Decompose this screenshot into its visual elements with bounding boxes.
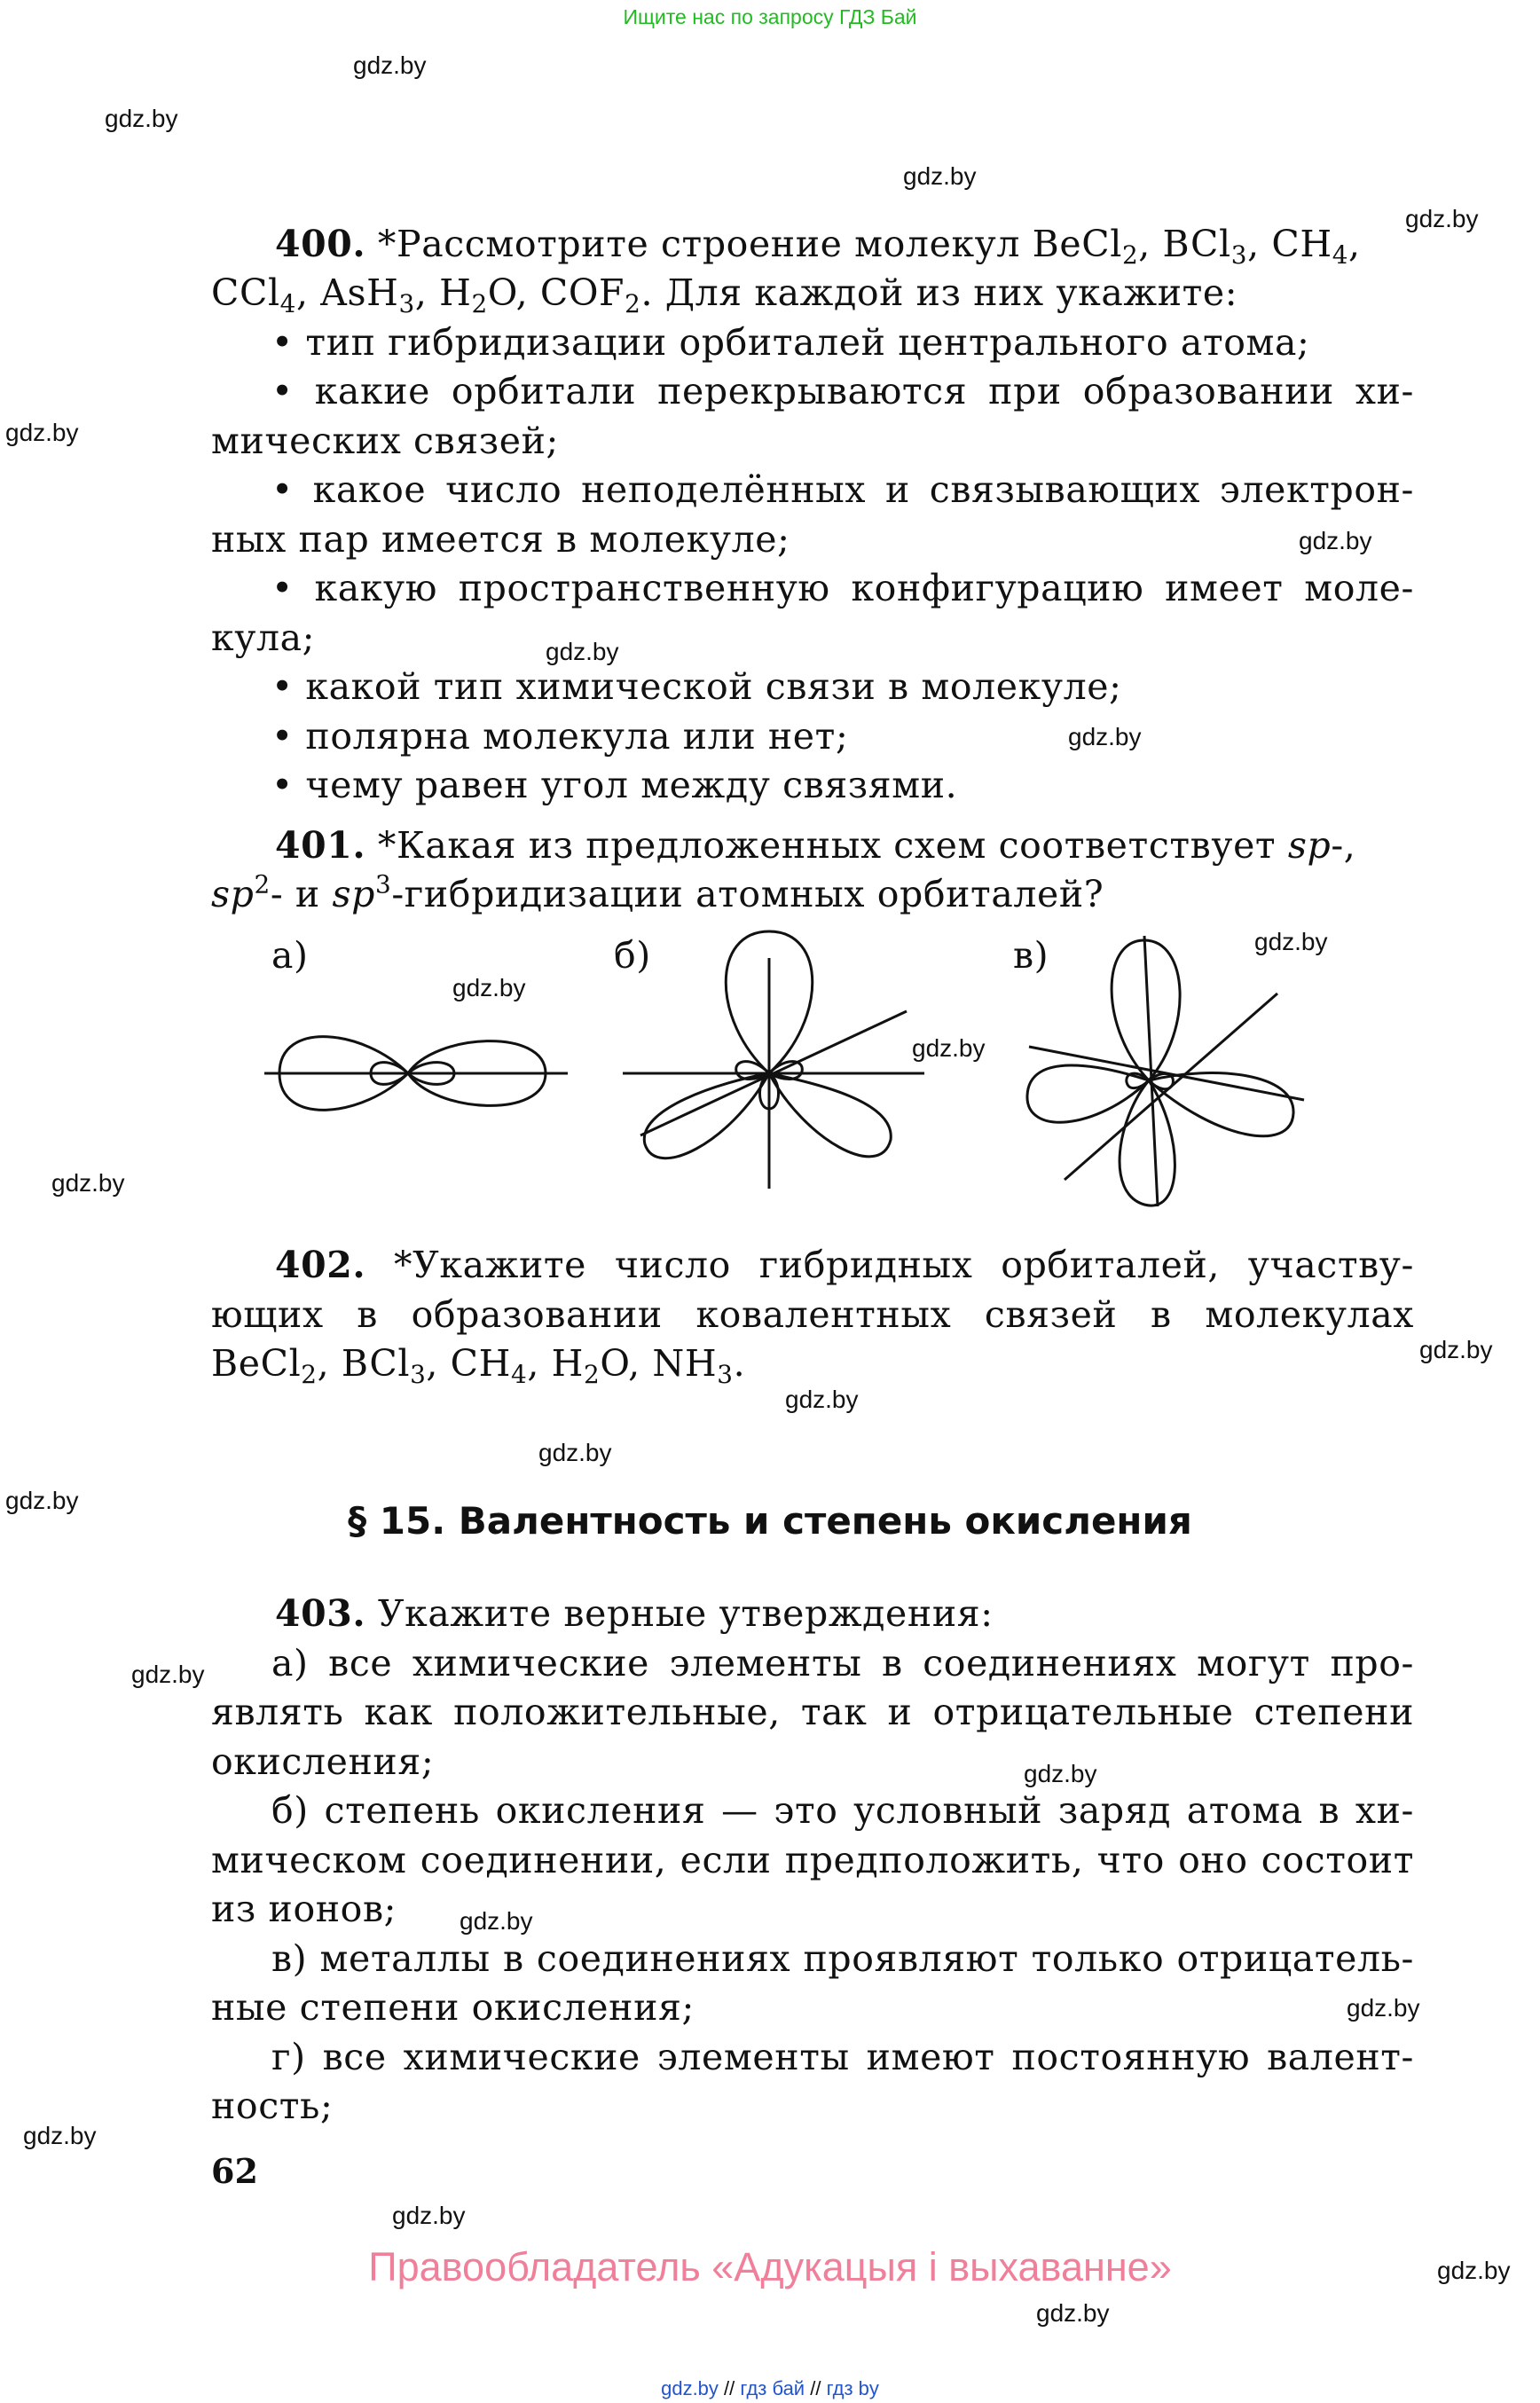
copyright-notice: Правообладатель «Адукацыя і выхаванне» [368, 2244, 1172, 2289]
watermark: gdz.by [912, 1034, 986, 1062]
exercise-400-line-2: CCl$_4$, AsH$_3$, $H_2O$, $COF_2$. Для каждой из них укажите: [211, 271, 1238, 318]
watermark: gdz.by [538, 1439, 612, 1466]
watermark: gdz.by [903, 162, 977, 190]
option-b: б) степень окисления — это условный заряд атома в хи- [271, 1789, 1414, 1832]
exercise-403-line-1: 403. Укажите верные утверждения: [275, 1592, 994, 1635]
bullet-item: • какие орбитали перекрываются при образовании хи- [271, 370, 1414, 412]
watermark: gdz.by [5, 1487, 79, 1514]
option-a-continued: окисления; [211, 1740, 435, 1783]
watermark: gdz.by [1254, 928, 1328, 955]
top-banner-link[interactable]: Ищите нас по запросу ГДЗ Бай [623, 5, 917, 28]
watermark: gdz.by [131, 1661, 205, 1688]
option-c: в) металлы в соединениях проявляют только отрицатель- [271, 1937, 1414, 1980]
diagram-label-b: б) [614, 934, 651, 977]
option-b-continued: из ионов; [211, 1888, 397, 1930]
exercise-402-line-1: 402. *Укажите число гибридных орбиталей, участву- [275, 1244, 1414, 1286]
watermark: gdz.by [51, 1169, 125, 1197]
bullet-item-continued: ных пар имеется в молекуле; [211, 518, 790, 561]
option-b-continued: мическом соединении, если предположить, что оно состоит [211, 1839, 1414, 1881]
footer-link-gdz-by-2[interactable]: гдз by [826, 2377, 879, 2399]
option-a-continued: являть как положительные, так и отрицательные степени [211, 1691, 1414, 1733]
watermark: gdz.by [1419, 1336, 1493, 1363]
option-a: а) все химические элементы в соединениях могут про- [271, 1642, 1414, 1684]
watermark: gdz.by [1036, 2299, 1110, 2327]
exercise-402-line-3: BeCl$_2$, BCl$_3$, $CH_4$, $H_2O$, $NH_3$. [211, 1342, 746, 1389]
option-d-continued: ность; [211, 2085, 334, 2127]
exercise-400-line-1: 400. *Рассмотрите строение молекул BeCl$_2$, BCl$_3$, $CH_4$, [275, 223, 1361, 270]
orbital-diagram-sp3 [1011, 923, 1331, 1215]
watermark: gdz.by [105, 105, 178, 132]
option-c-continued: ные степени окисления; [211, 1986, 695, 2029]
exercise-401-line-2: $sp^2-$ и $sp^3$-гибридизации атомных орбиталей? [211, 869, 1104, 915]
watermark: gdz.by [1347, 1994, 1420, 2022]
watermark: gdz.by [1405, 205, 1479, 232]
orbital-diagram-sp2 [614, 923, 933, 1198]
exercise-401-line-1: 401. *Какая из предложенных схем соответствует sp-, [275, 824, 1356, 867]
watermark: gdz.by [23, 2122, 97, 2149]
diagram-label-a: а) [271, 934, 309, 977]
watermark: gdz.by [1068, 723, 1142, 750]
watermark: gdz.by [785, 1386, 859, 1413]
watermark: gdz.by [452, 974, 526, 1001]
exercise-402-line-2: ющих в образовании ковалентных связей в молекулах [211, 1293, 1414, 1336]
watermark: gdz.by [460, 1907, 533, 1935]
footer-separator: // [724, 2377, 735, 2399]
footer-link-gdz-by[interactable]: gdz.by [661, 2377, 719, 2399]
watermark: gdz.by [5, 419, 79, 446]
bullet-item-continued: мических связей; [211, 420, 559, 462]
footer-separator: // [810, 2377, 821, 2399]
page-number: 62 [211, 2151, 258, 2191]
section-heading: § 15. Валентность и степень окисления [348, 1499, 1192, 1543]
watermark: gdz.by [1299, 527, 1372, 554]
bullet-item: • чему равен угол между связями. [271, 764, 958, 806]
bullet-item: • какую пространственную конфигурацию имеет моле- [271, 567, 1414, 609]
watermark: gdz.by [392, 2202, 466, 2229]
watermark: gdz.by [1024, 1760, 1097, 1787]
diagram-label-v: в) [1013, 934, 1049, 977]
bullet-item-continued: кула; [211, 616, 316, 659]
watermark: gdz.by [546, 638, 619, 665]
watermark: gdz.by [1437, 2257, 1511, 2284]
option-d: г) все химические элементы имеют постоянную валент- [271, 2036, 1414, 2078]
bullet-item: • какое число неподелённых и связывающих электрон- [271, 468, 1414, 511]
bullet-item: • какой тип химической связи в молекуле; [271, 665, 1122, 708]
top-banner[interactable] [0, 5, 1540, 29]
bullet-item: • полярна молекула или нет; [271, 715, 849, 758]
orbital-diagram-sp [257, 976, 577, 1144]
footer-links [0, 2377, 1540, 2400]
watermark: gdz.by [353, 51, 427, 79]
footer-link-gdz-bai[interactable]: гдз бай [740, 2377, 805, 2399]
bullet-item: • тип гибридизации орбиталей центрального атома; [271, 321, 1310, 364]
